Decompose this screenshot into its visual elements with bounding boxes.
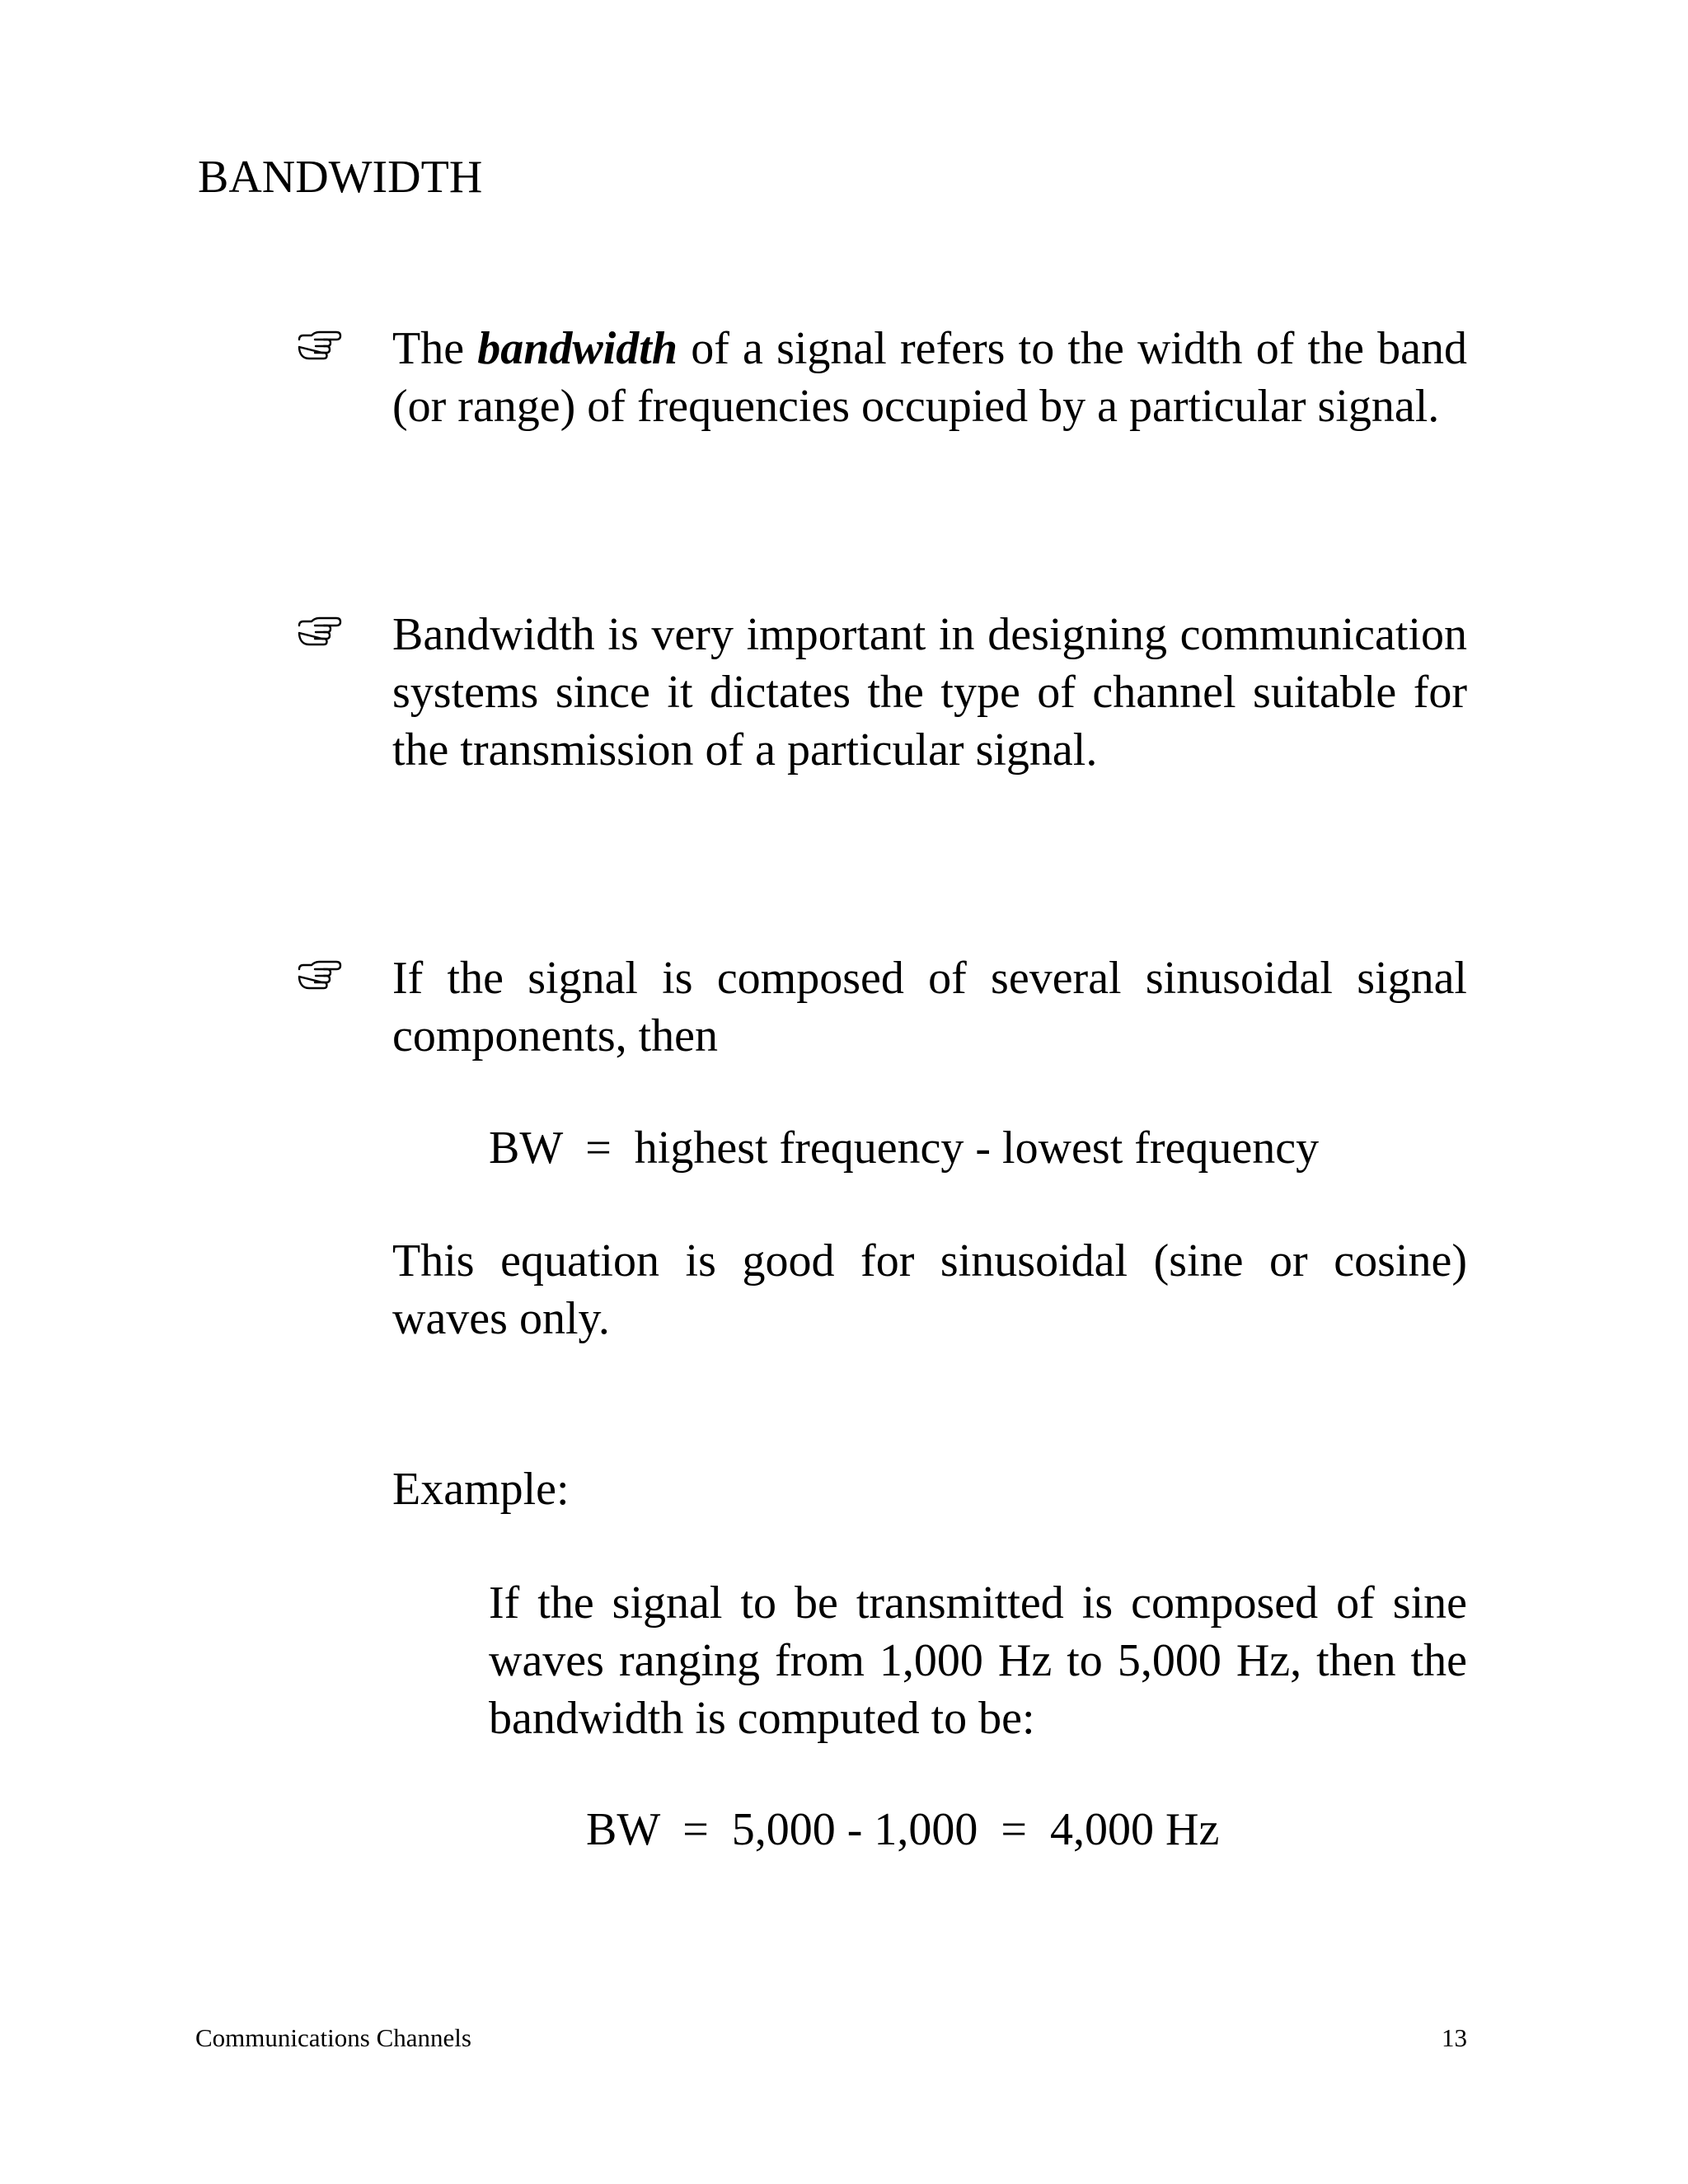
- bullet-item-definition: [297, 320, 1467, 435]
- bullet-item-sinusoidal: [297, 949, 1467, 1065]
- footer-page-number: 13: [1442, 2023, 1467, 2052]
- equation-example: BW = 5,000 - 1,000 = 4,000 Hz: [586, 1804, 1220, 1855]
- equation-note: This equation is good for sinusoidal (sine or cosine) waves only.: [392, 1235, 1467, 1344]
- equation-general: BW = highest frequency - lowest frequency: [489, 1122, 1320, 1174]
- footer-chapter-title: Communications Channels: [195, 2023, 471, 2052]
- bullet-item-importance: [297, 606, 1467, 779]
- example-text: If the signal to be transmitted is composed of sine waves ranging from 1,000 Hz to 5,000 Hz, then the bandwidth is computed to be:: [489, 1577, 1467, 1744]
- bullet-text: Bandwidth is very important in designing communication systems since it dictates the type of channel suitable for the transmission of a particular signal.: [392, 609, 1467, 776]
- pointing-hand-icon: [297, 609, 343, 655]
- term-bandwidth: bandwidth: [477, 323, 678, 374]
- page-title: BANDWIDTH: [198, 152, 483, 203]
- example-label: Example:: [392, 1464, 570, 1515]
- pointing-hand-icon: [297, 953, 343, 999]
- bullet-text: The bandwidth of a signal refers to the width of the band (or range) of frequencies occupied by a particular signal.: [392, 323, 1468, 432]
- bullet-text: If the signal is composed of several sinusoidal signal components, then: [392, 953, 1467, 1062]
- pointing-hand-icon: [297, 323, 343, 369]
